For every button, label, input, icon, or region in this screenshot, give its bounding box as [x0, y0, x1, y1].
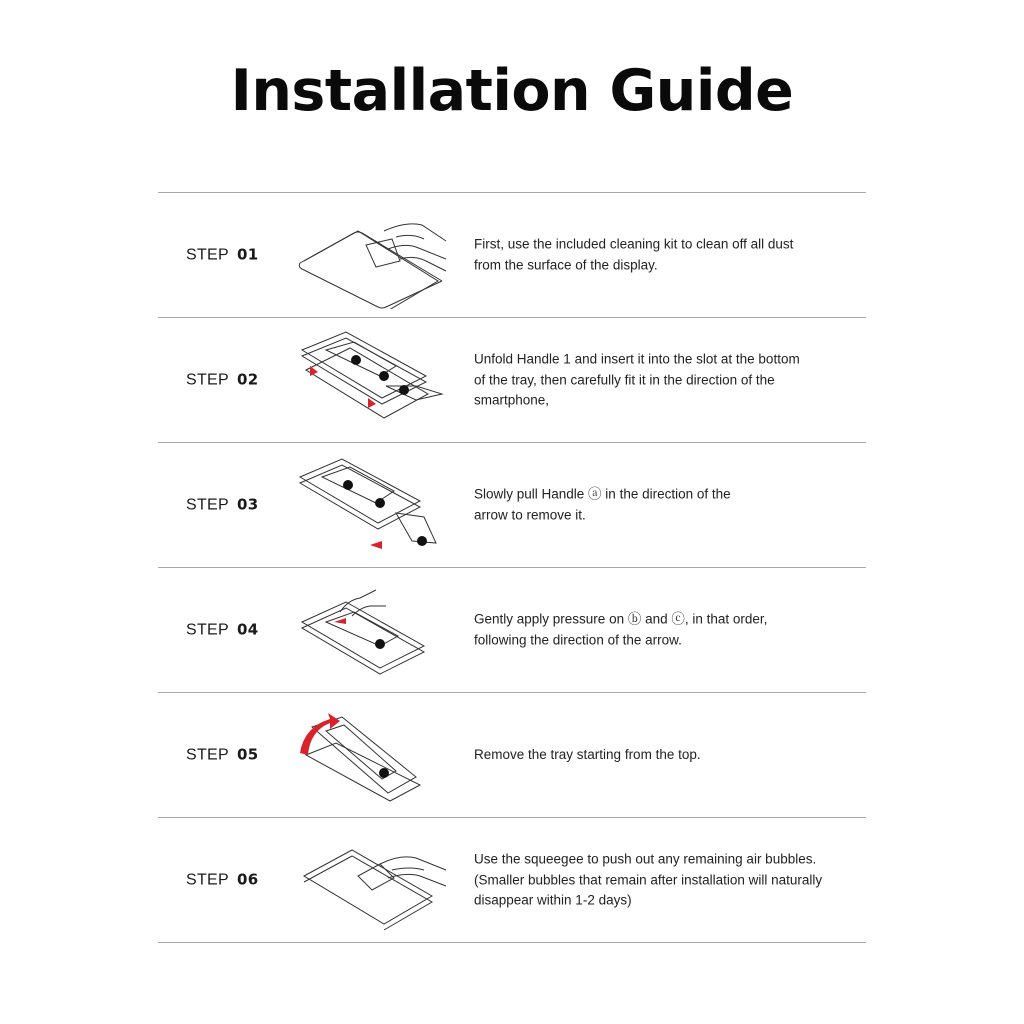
step-word: STEP	[186, 496, 229, 514]
step-text-line: First, use the included cleaning kit to clean off all dust	[474, 236, 794, 252]
squeegee-icon	[296, 826, 456, 934]
step-word: STEP	[186, 246, 229, 264]
step-label	[186, 371, 258, 390]
step-row	[158, 818, 866, 943]
step-description	[474, 235, 854, 276]
step-label	[186, 496, 258, 515]
step-text-line: Unfold Handle 1 and insert it into the slot at the bottom	[474, 351, 800, 367]
step-text-line: Use the squeegee to push out any remaining air bubbles.	[474, 851, 817, 867]
step-description	[474, 745, 854, 766]
step-row	[158, 443, 866, 568]
step-number: 01	[237, 245, 259, 264]
step-text-line: smartphone,	[474, 392, 550, 408]
step-row	[158, 193, 866, 318]
step-row	[158, 568, 866, 693]
step-text-line: disappear within 1-2 days)	[474, 892, 632, 908]
tray-insert-icon	[296, 326, 456, 434]
step-description	[474, 349, 854, 411]
cleaning-icon	[296, 201, 456, 309]
pull-handle-icon	[296, 451, 456, 559]
step-number: 05	[237, 745, 259, 764]
step-text-line: from the surface of the display.	[474, 257, 658, 272]
page-title: Installation Guide	[230, 58, 794, 124]
step-description	[474, 610, 854, 651]
step-row	[158, 318, 866, 443]
step-label	[186, 621, 258, 640]
step-description	[474, 485, 854, 526]
step-word: STEP	[186, 371, 229, 389]
step-row	[158, 693, 866, 818]
press-icon	[296, 576, 456, 684]
step-number: 03	[237, 495, 259, 514]
step-text-line: of the tray, then carefully fit it in the direction of the	[474, 371, 775, 387]
step-text-line: following the direction of the arrow.	[474, 632, 682, 647]
step-number: 04	[237, 620, 259, 639]
step-word: STEP	[186, 746, 229, 764]
step-text-line: arrow to remove it.	[474, 507, 586, 522]
step-label	[186, 246, 258, 265]
step-number: 02	[237, 370, 259, 389]
step-text-line: Gently apply pressure on ⓑ and ⓒ, in that order,	[474, 611, 768, 627]
step-word: STEP	[186, 621, 229, 639]
step-text-line: (Smaller bubbles that remain after installation will naturally	[474, 871, 823, 887]
step-number: 06	[237, 870, 259, 889]
step-description	[474, 849, 854, 911]
step-text-line: Remove the tray starting from the top.	[474, 746, 701, 762]
remove-tray-icon	[296, 701, 456, 809]
step-label	[186, 746, 258, 765]
step-label	[186, 871, 258, 890]
steps-list	[158, 192, 866, 943]
step-word: STEP	[186, 871, 229, 889]
step-text-line: Slowly pull Handle ⓐ in the direction of the	[474, 486, 731, 502]
